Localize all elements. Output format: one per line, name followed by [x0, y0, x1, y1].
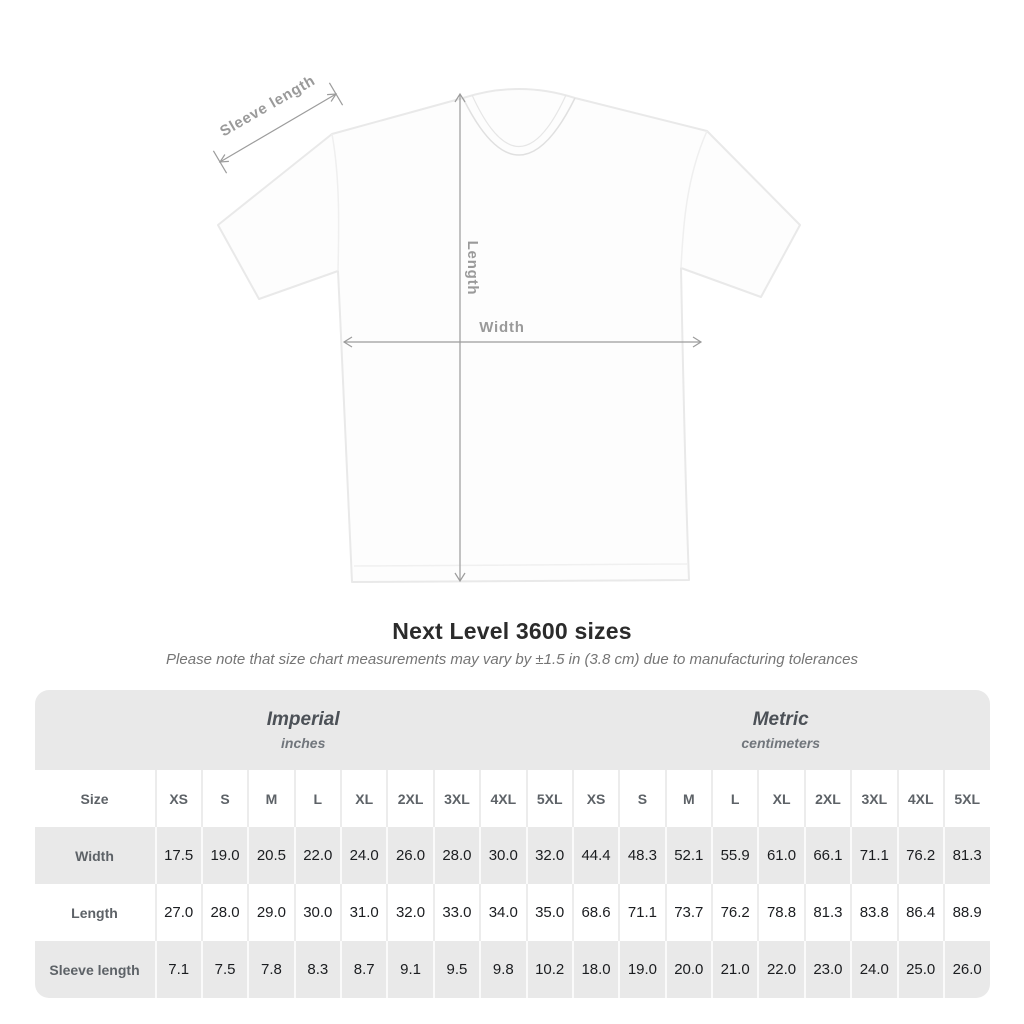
value-cell: 26.0 [943, 941, 990, 998]
value-cell: 81.3 [943, 827, 990, 884]
value-cell: 78.8 [757, 884, 803, 941]
row-label: Sleeve length [35, 941, 155, 998]
value-cell: 71.1 [618, 884, 664, 941]
value-cell: 22.0 [294, 827, 340, 884]
size-col-header: M [247, 770, 293, 827]
value-cell: 52.1 [665, 827, 711, 884]
value-cell: 20.0 [665, 941, 711, 998]
size-col-header: 4XL [479, 770, 525, 827]
tshirt-diagram [180, 58, 860, 603]
value-cell: 66.1 [804, 827, 850, 884]
tolerance-note: Please note that size chart measurements may vary by ±1.5 in (3.8 cm) due to manufacturing tolerances [166, 651, 858, 668]
value-cell: 28.0 [201, 884, 247, 941]
value-cell: 20.5 [247, 827, 293, 884]
imperial-label: Imperial [266, 709, 340, 730]
value-cell: 8.7 [340, 941, 386, 998]
size-corner-header: Size [35, 770, 155, 827]
value-cell: 83.8 [850, 884, 896, 941]
value-cell: 32.0 [386, 884, 432, 941]
page-title: Next Level 3600 sizes [392, 618, 632, 644]
size-col-header: 3XL [850, 770, 896, 827]
imperial-group-header [35, 690, 572, 770]
value-cell: 35.0 [526, 884, 572, 941]
size-col-header: 2XL [804, 770, 850, 827]
value-cell: 25.0 [897, 941, 943, 998]
value-cell: 17.5 [155, 827, 201, 884]
size-col-header: S [201, 770, 247, 827]
value-cell: 18.0 [572, 941, 618, 998]
value-cell: 33.0 [433, 884, 479, 941]
value-cell: 86.4 [897, 884, 943, 941]
metric-unit-label: centimeters [741, 735, 820, 751]
value-cell: 7.1 [155, 941, 201, 998]
size-col-header: L [711, 770, 757, 827]
size-col-header: 4XL [897, 770, 943, 827]
value-cell: 10.2 [526, 941, 572, 998]
value-cell: 23.0 [804, 941, 850, 998]
value-cell: 68.6 [572, 884, 618, 941]
table-row-length [35, 884, 990, 941]
table-row-sleeve-length [35, 941, 990, 998]
size-col-header: 5XL [943, 770, 990, 827]
row-label: Width [35, 827, 155, 884]
metric-group-header [572, 690, 990, 770]
value-cell: 19.0 [618, 941, 664, 998]
size-col-header: 3XL [433, 770, 479, 827]
value-cell: 32.0 [526, 827, 572, 884]
value-cell: 76.2 [711, 884, 757, 941]
value-cell: 44.4 [572, 827, 618, 884]
size-col-header: 2XL [386, 770, 432, 827]
value-cell: 24.0 [340, 827, 386, 884]
sleeve-length-label: Sleeve length [217, 71, 319, 141]
value-cell: 27.0 [155, 884, 201, 941]
unit-band-row [35, 690, 990, 770]
value-cell: 31.0 [340, 884, 386, 941]
value-cell: 30.0 [479, 827, 525, 884]
value-cell: 9.8 [479, 941, 525, 998]
value-cell: 8.3 [294, 941, 340, 998]
value-cell: 55.9 [711, 827, 757, 884]
size-col-header: 5XL [526, 770, 572, 827]
size-col-header: L [294, 770, 340, 827]
value-cell: 28.0 [433, 827, 479, 884]
length-label: Length [464, 240, 481, 296]
row-label: Length [35, 884, 155, 941]
size-col-header: M [665, 770, 711, 827]
value-cell: 9.1 [386, 941, 432, 998]
width-label: Width [479, 319, 525, 336]
value-cell: 29.0 [247, 884, 293, 941]
value-cell: 9.5 [433, 941, 479, 998]
value-cell: 48.3 [618, 827, 664, 884]
value-cell: 71.1 [850, 827, 896, 884]
value-cell: 88.9 [943, 884, 990, 941]
size-col-header: XS [155, 770, 201, 827]
value-cell: 61.0 [757, 827, 803, 884]
table-row-width [35, 827, 990, 884]
value-cell: 30.0 [294, 884, 340, 941]
size-col-header: S [618, 770, 664, 827]
size-col-header: XL [340, 770, 386, 827]
metric-label: Metric [752, 709, 809, 730]
value-cell: 76.2 [897, 827, 943, 884]
size-col-header: XS [572, 770, 618, 827]
size-col-header: XL [757, 770, 803, 827]
value-cell: 21.0 [711, 941, 757, 998]
value-cell: 24.0 [850, 941, 896, 998]
size-table [35, 690, 990, 998]
value-cell: 7.5 [201, 941, 247, 998]
value-cell: 34.0 [479, 884, 525, 941]
value-cell: 73.7 [665, 884, 711, 941]
size-header-row [35, 770, 990, 827]
value-cell: 26.0 [386, 827, 432, 884]
value-cell: 7.8 [247, 941, 293, 998]
size-chart-card [35, 690, 990, 998]
value-cell: 22.0 [757, 941, 803, 998]
value-cell: 19.0 [201, 827, 247, 884]
imperial-unit-label: inches [281, 735, 326, 751]
value-cell: 81.3 [804, 884, 850, 941]
